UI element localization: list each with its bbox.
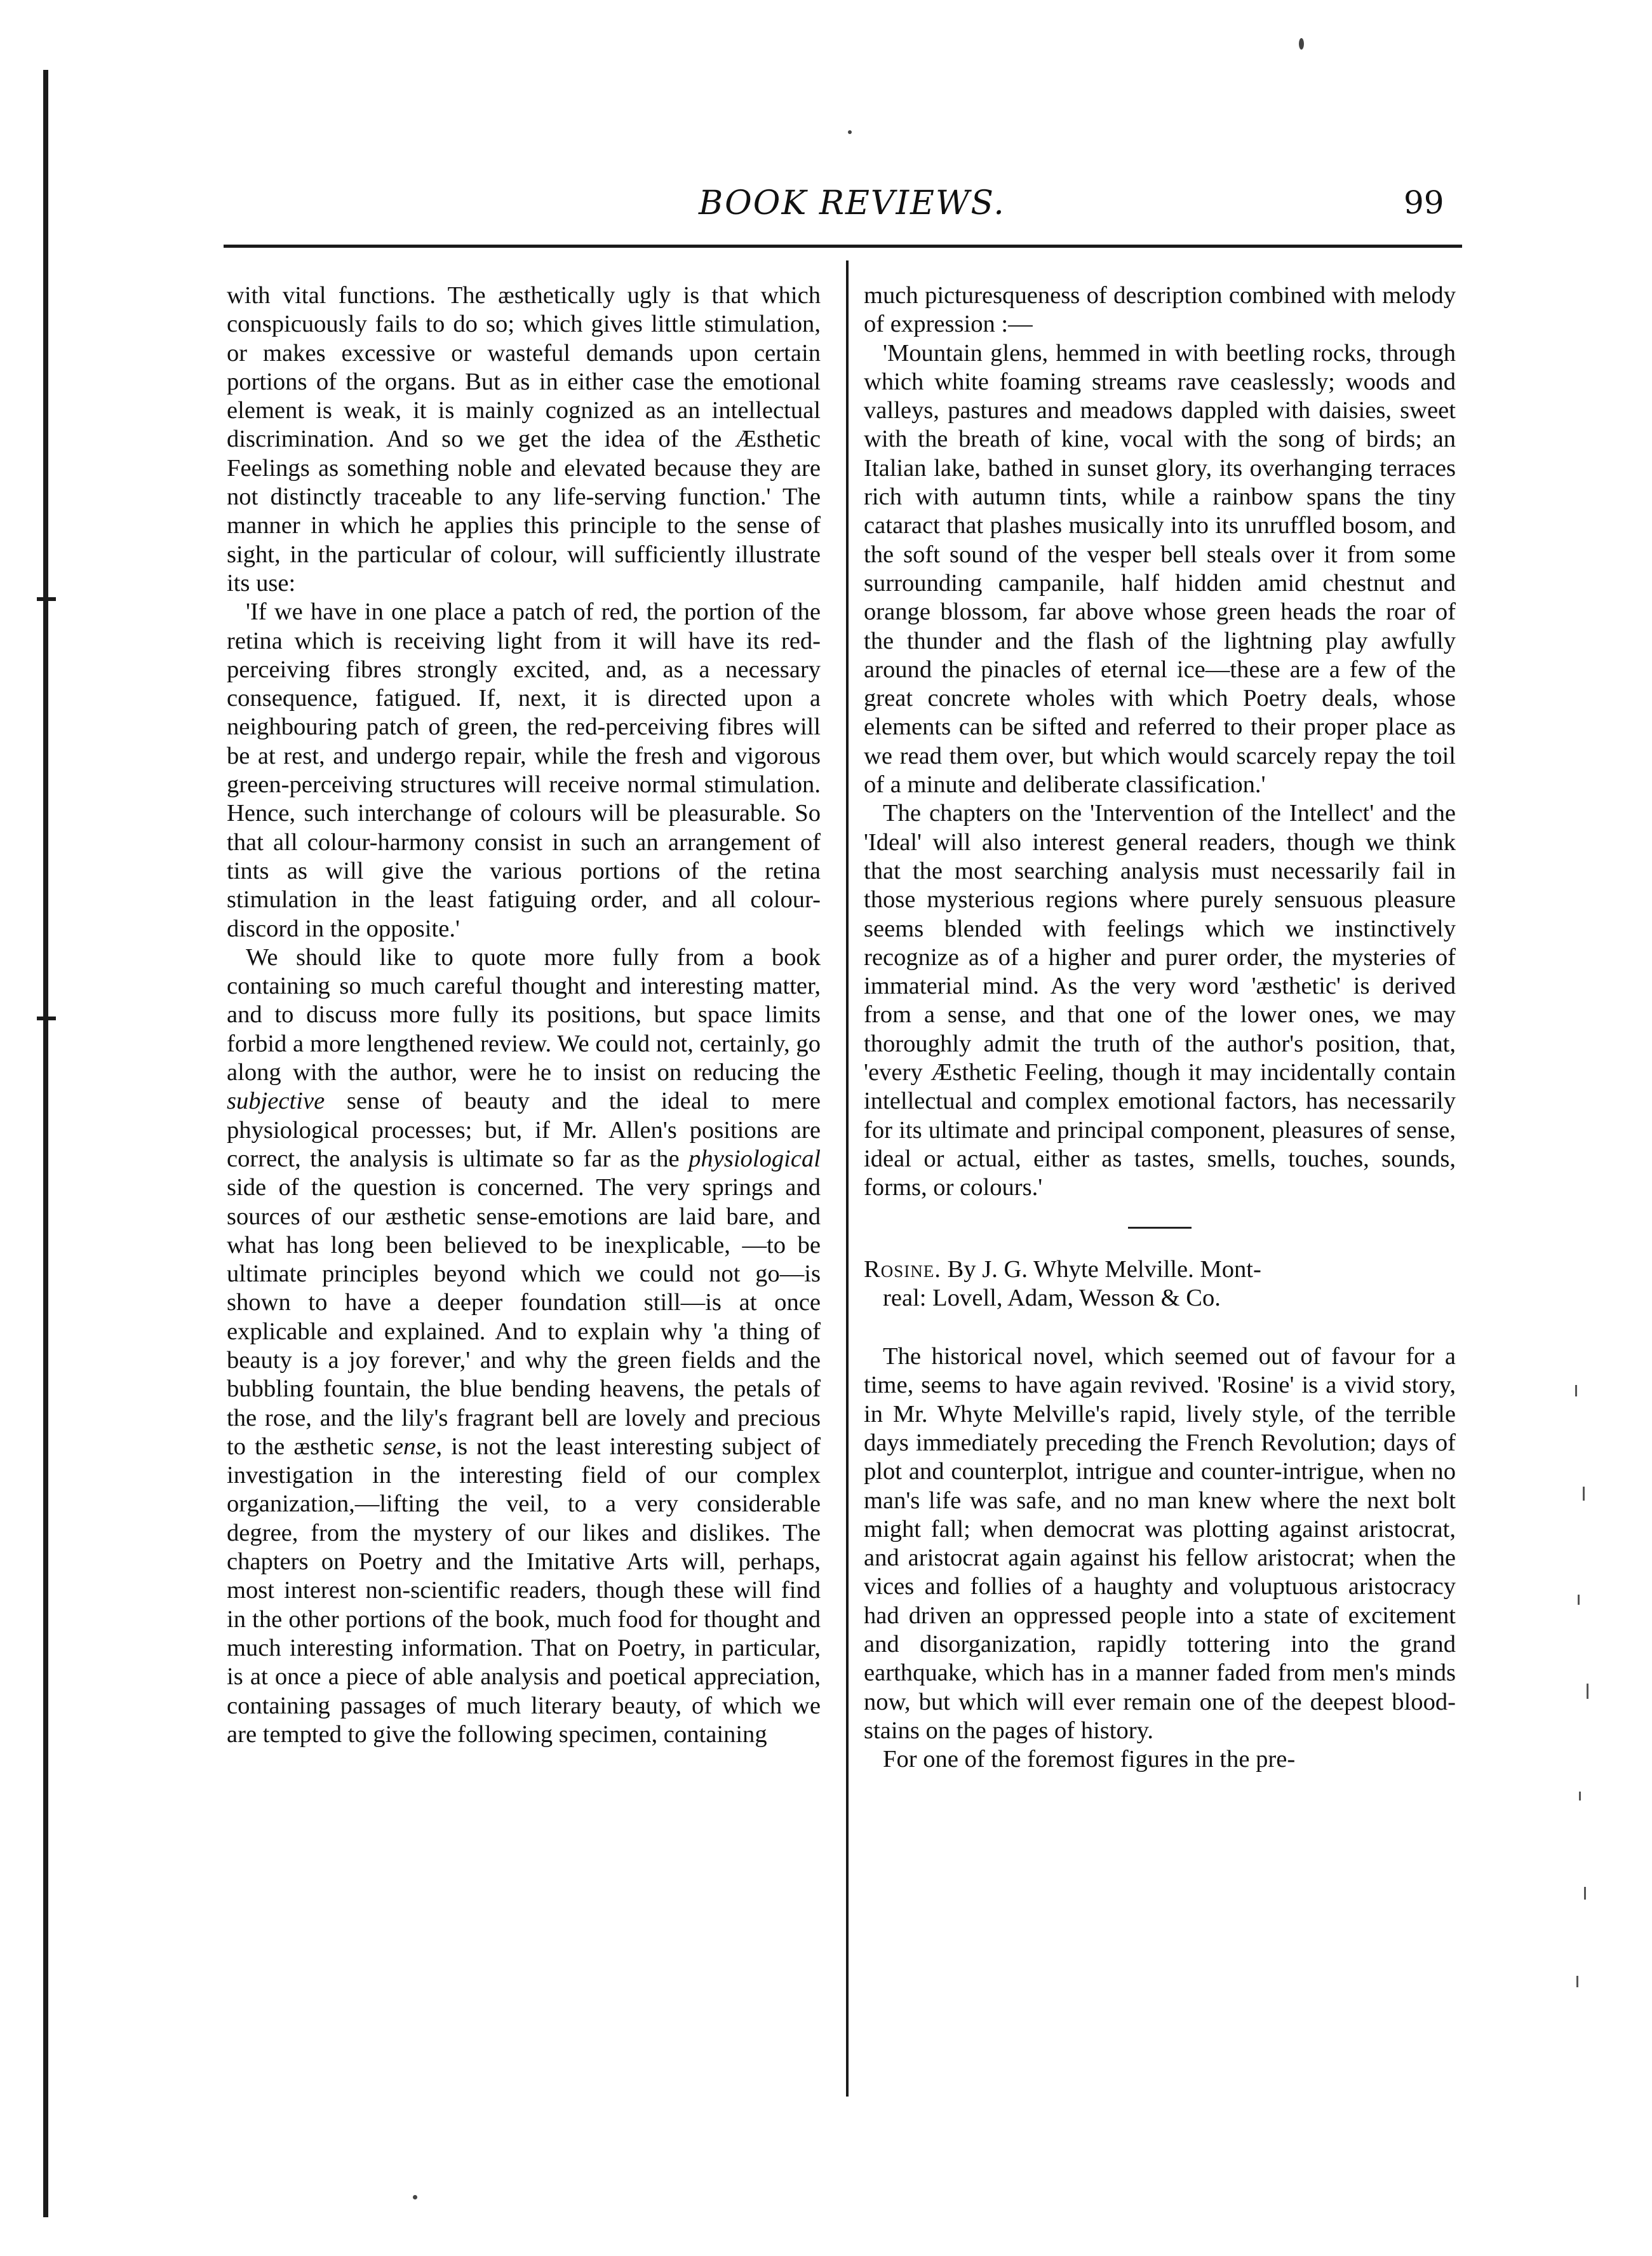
book-heading: [864, 1255, 1456, 1313]
text-run: sense of beauty and the ideal to mere physiological processes; but, if Mr. Allen's positions are correct, the analysis is ultimate so far as the: [227, 1088, 821, 1172]
margin-marks: [1575, 1385, 1601, 2020]
emphasis: sense: [382, 1433, 436, 1460]
paragraph: The chapters on the 'Intervention of the Intellect' and the 'Ideal' will also interest general readers, though we think that the most searching analysis must necessarily fail in those mysterious regions where purely sensuous pleasure seems blended with feelings which we instinctively recognize as of a higher and purer order, the mysteries of immaterial mind. As the very word 'æsthetic' is derived from a sense, and that one of the lower ones, we may thoroughly admit the truth of the author's position, that, 'every Æsthetic Feeling, though it may incidentally contain intellectual and complex emotional factors, has necessarily for its ultimate and principal component, pleasures of sense, ideal or actual, either as tastes, smells, touches, sounds, forms, or colours.': [864, 800, 1456, 1201]
paragraph: [227, 943, 821, 1749]
block-quote: 'Mountain glens, hemmed in with beetling rocks, through which white foaming streams rave ceaslessly; woods and valleys, pastures and meadows dappled with daisies, sweet with the breath of kine, vocal with the song of birds; an Italian lake, bathed in sunset glory, its overhanging terraces rich with autumn tints, while a rainbow spans the tiny cataract that plashes musically into its unruffled bosom, and the soft sound of the vesper bell steals over it from some surrounding campanile, half hidden amid chestnut and orange blossom, far above whose green heads the roar of the thunder and the flash of the lightning play awfully around the pinacles of eternal ice—these are a few of the great concrete wholes with which Poetry deals, whose elements can be sifted and referred to their proper place as we read them over, but which would scarcely repay the toil of a minute and deliberate classification.': [864, 339, 1456, 799]
scan-speck: [848, 130, 852, 134]
binding-mark: [37, 1017, 56, 1020]
scan-speck: [413, 2195, 417, 2199]
book-byline-continued: real: Lovell, Adam, Wesson & Co.: [883, 1284, 1221, 1311]
text-run: We should like to quote more fully from a book containing so much careful thought and interesting matter, and to discuss more fully its positions, but space limits forbid a more lengthened review. We could not, certainly, go along with the author, were he to insist on reducing the: [227, 943, 821, 1086]
emphasis: subjective: [227, 1088, 325, 1115]
binding-mark: [37, 597, 56, 601]
text-run: , is not the least interesting subject of investigation in the interesting field of our complex organization,—lifting the veil, to a very considerable degree, from the mystery of our likes and dislikes. The chapters on Poetry and the Imitative Arts will, perhaps, most interest non-scientific readers, though these will find in the other portions of the book, much food for thought and much interesting information. That on Poetry, in particular, is at once a piece of able analysis and poetical appreciation, containing passages of much literary beauty, of which we are tempted to give the following specimen, containing: [227, 1433, 821, 1748]
left-column: [227, 281, 821, 1749]
book-byline: By J. G. Whyte Melville. Mont-: [947, 1255, 1261, 1283]
text-run: side of the question is concerned. The very springs and sources of our æsthetic sense-emotions are laid bare, and what has long been believed to be inexplicable, —to be ultimate principles beyond which we could not go—is shown to have a deeper foundation still—is at once explicable and explained. And to explain why 'a thing of beauty is a joy forever,' and why the green fields and the bubbling fountain, the blue bending heavens, the petals of the rose, and the lily's fragrant bell are lovely and precious to the æsthetic: [227, 1174, 821, 1460]
column-divider: [846, 260, 849, 2097]
running-head: BOOK REVIEWS.: [699, 184, 1005, 222]
book-title: Rosine.: [864, 1255, 941, 1283]
paragraph: For one of the foremost figures in the pre-: [883, 1746, 1296, 1773]
section-divider: [1128, 1227, 1192, 1229]
emphasis: physiological: [688, 1145, 821, 1172]
page-number: 99: [1404, 184, 1444, 221]
scan-speck: [1299, 38, 1304, 50]
binding-edge: [43, 70, 48, 2217]
block-quote: 'If we have in one place a patch of red, the portion of the retina which is receiving light from it will have its red-perceiving fibres strongly excited, and, as a necessary consequence, fatigued. If, next, it is directed upon a neighbouring patch of green, the red-perceiving fibres will be at rest, and undergo repair, while the fresh and vigorous green-perceiving structures will receive normal stimulation. Hence, such interchange of colours will be pleasurable. So that all colour-harmony consist in such an arrangement of tints as will give the various portions of the retina stimulation in the least fatiguing order, and all colour-discord in the opposite.': [227, 598, 821, 942]
paragraph: with vital functions. The æsthetically ugly is that which conspicuously fails to do so; which gives little stimulation, or makes excessive or wasteful demands upon certain portions of the organs. But as in either case the emotional element is weak, it is mainly cognized as an intellectual discrimination. And so we get the idea of the Æsthetic Feelings as something noble and elevated because they are not distinctly traceable to any life-serving function.' The manner in which he applies this principle to the sense of sight, in the particular of colour, will sufficiently illustrate its use:: [227, 282, 821, 597]
paragraph: The historical novel, which seemed out of favour for a time, seems to have again revived. 'Rosine' is a vivid story, in Mr. Whyte Melville's rapid, lively style, of the terrible days immediately preceding the French Revolution; days of plot and counterplot, intrigue and counter-intrigue, when no man's life was safe, and no man knew where the next bolt might fall; when democrat was plotting against aristocrat, and aristocrat again against his fellow aristocrat; when the vices and follies of a haughty and voluptuous aristocracy had driven an oppressed people into a state of excitement and disorganization, rapidly tottering into the grand earthquake, which has in a manner faded from men's minds now, but which will ever remain one of the deepest blood-stains on the pages of history.: [864, 1343, 1456, 1744]
right-column: [864, 281, 1456, 1774]
header-rule: [224, 245, 1462, 248]
paragraph: much picturesqueness of description combined with melody of expression :—: [864, 282, 1456, 338]
